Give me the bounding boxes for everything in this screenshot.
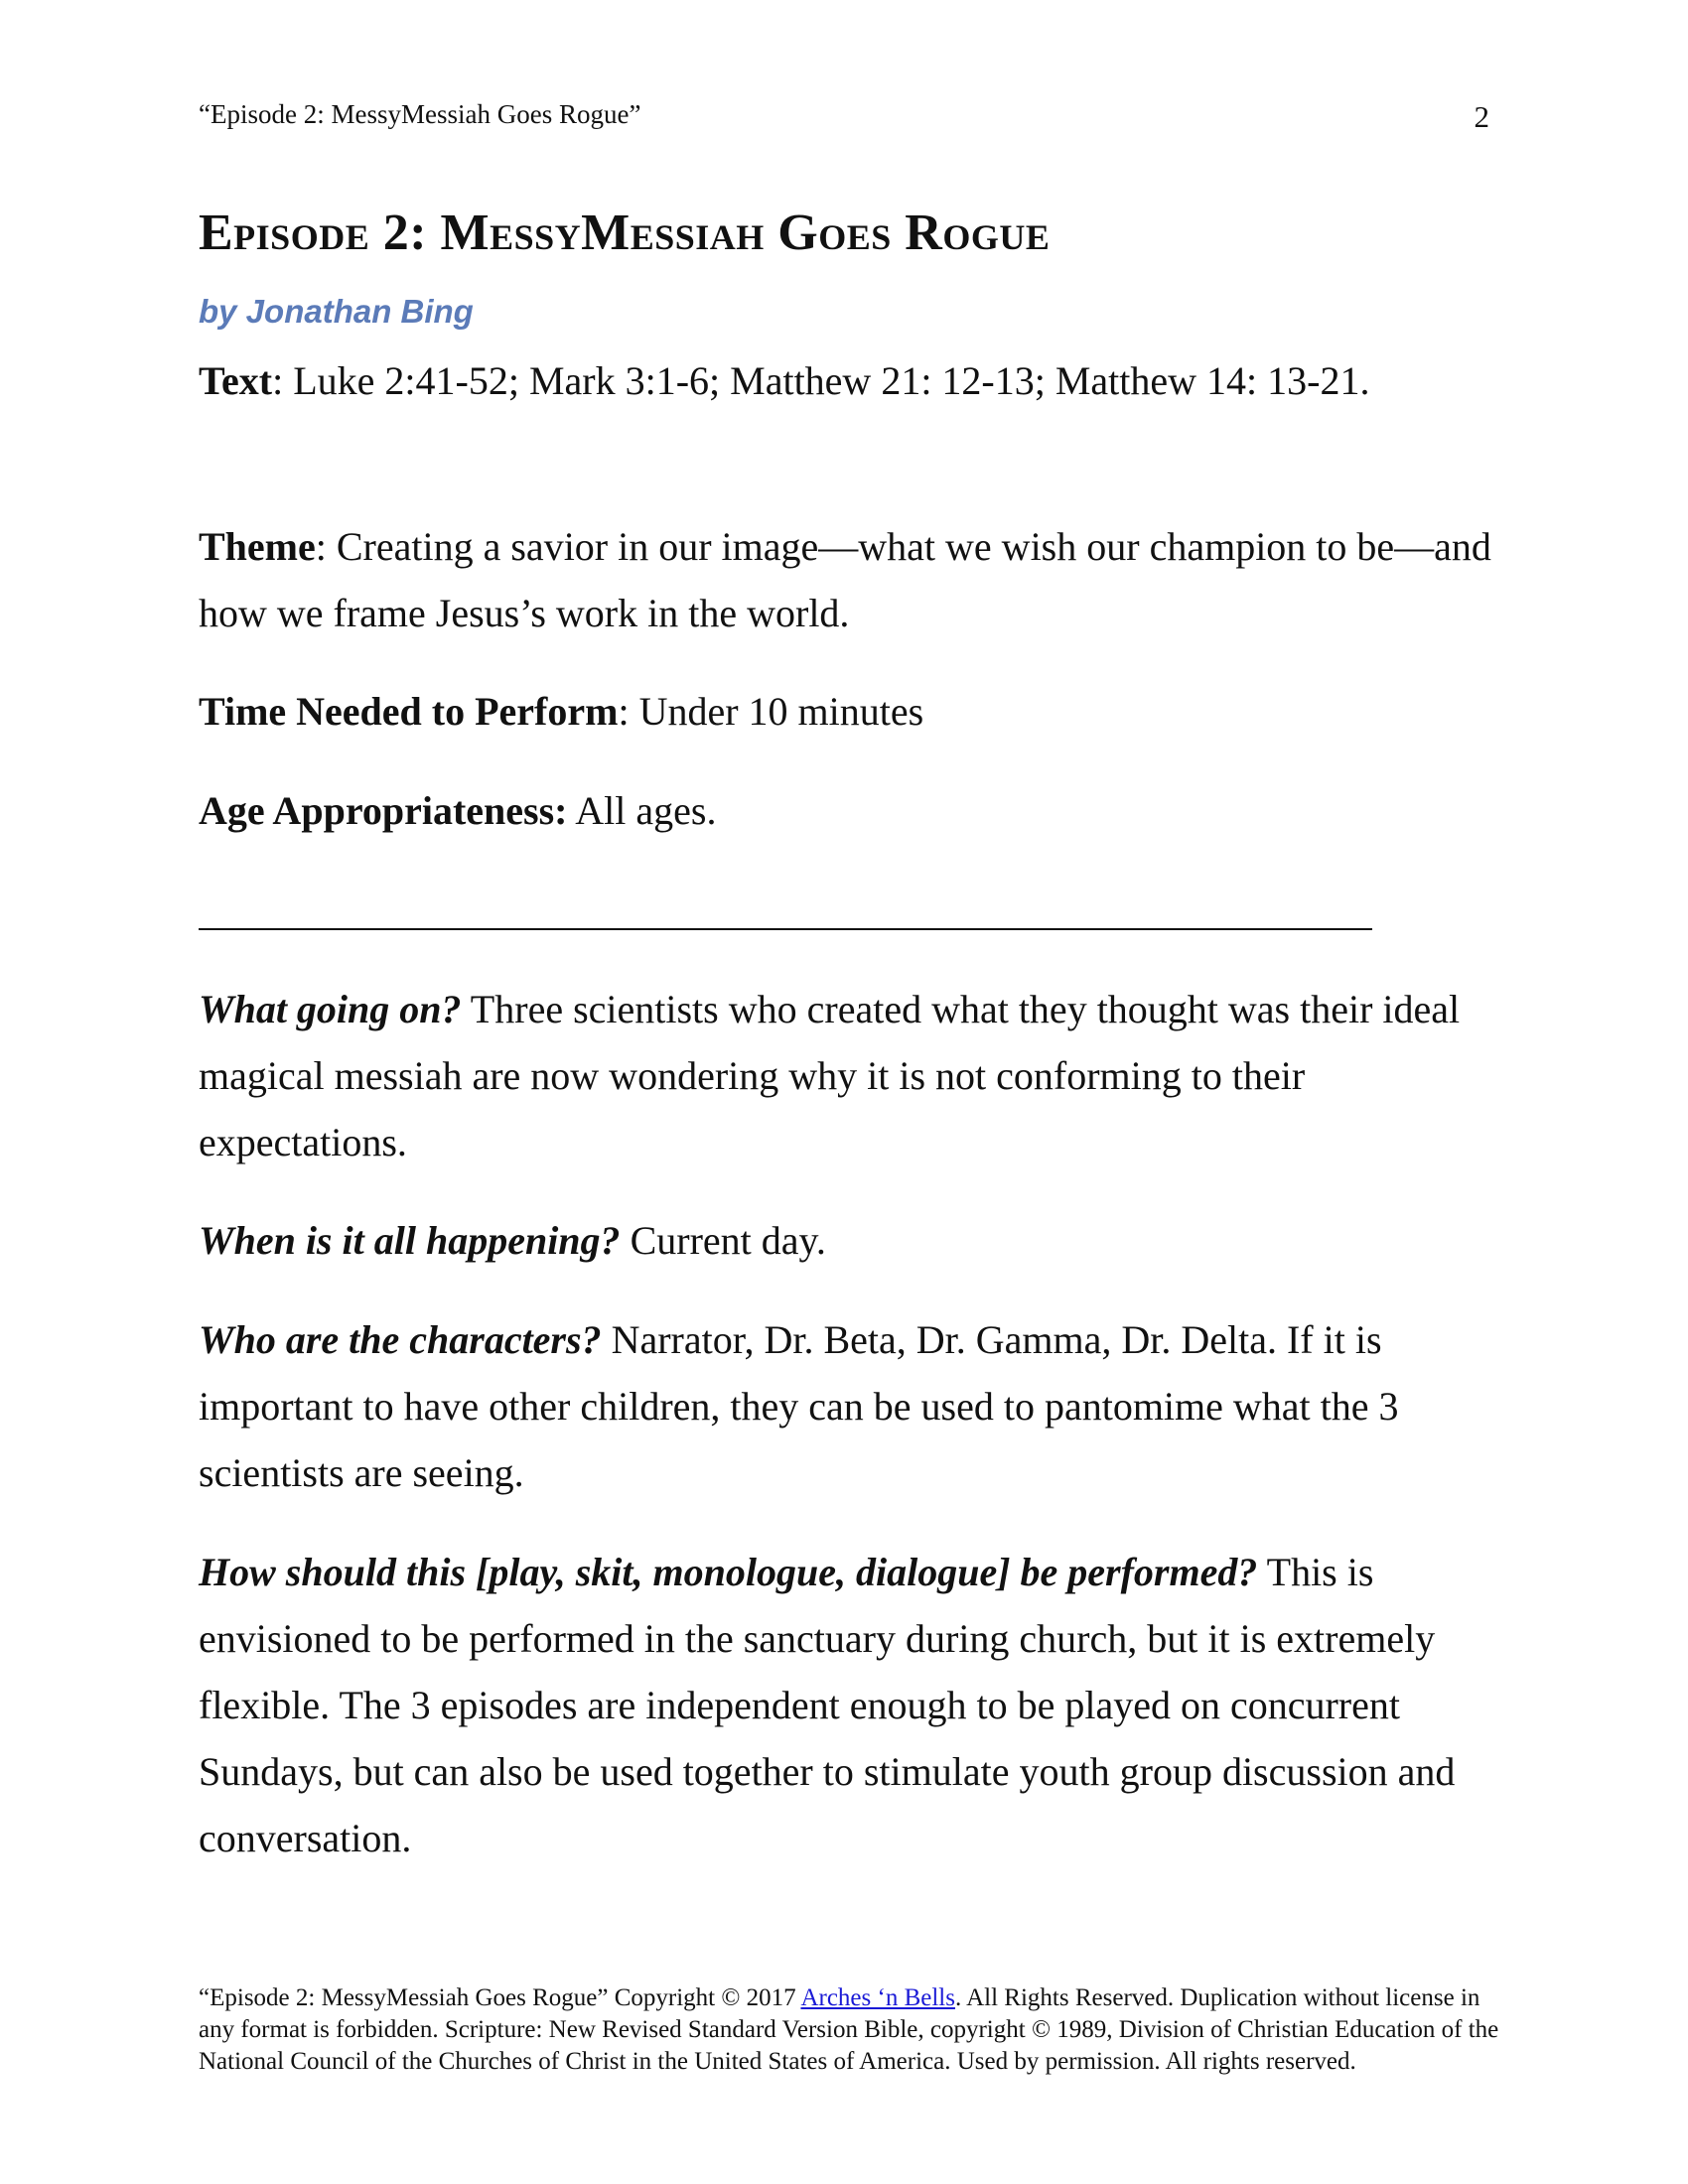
age-label: Age Appropriateness:: [199, 788, 568, 833]
footer-copyright-text: “Episode 2: MessyMessiah Goes Rogue” Copyright © 2017: [199, 1984, 801, 2011]
performance-question: How should this [play, skit, monologue, dialogue] be performed?: [199, 1550, 1258, 1594]
running-header-title: “Episode 2: MessyMessiah Goes Rogue”: [199, 99, 641, 129]
time-needed-value: : Under 10 minutes: [618, 689, 924, 734]
text-references-paragraph: [199, 347, 1509, 414]
what-going-on-answer: Three scientists who created what they thought was their ideal magical messiah are now wondering why it is not conforming to their expectations.: [199, 987, 1461, 1164]
theme-paragraph: [199, 513, 1509, 646]
when-question: When is it all happening?: [199, 1218, 621, 1263]
page-number: 2: [1474, 99, 1489, 134]
characters-question: Who are the characters?: [199, 1317, 602, 1362]
author-byline: by Jonathan Bing: [199, 293, 474, 330]
what-going-on-paragraph: [199, 976, 1509, 1175]
what-going-on-question: What going on?: [199, 987, 462, 1031]
when-paragraph: [199, 1207, 1509, 1274]
age-paragraph: [199, 777, 1509, 844]
performance-paragraph: [199, 1539, 1529, 1871]
performance-answer: This is envisioned to be performed in the sanctuary during church, but it is extremely flexible. The 3 episodes are independent enough to be played on concurrent Sundays, but can also be used together to stimulate youth group discussion and conversation.: [199, 1550, 1456, 1860]
copyright-footer: [199, 1982, 1509, 2078]
text-label: Text: [199, 358, 273, 403]
text-references: : Luke 2:41-52; Mark 3:1-6; Matthew 21: 12-13; Matthew 14: 13-21.: [272, 358, 1370, 403]
time-needed-label: Time Needed to Perform: [199, 689, 619, 734]
arches-n-bells-link[interactable]: Arches ‘n Bells: [800, 1984, 955, 2011]
characters-paragraph: [199, 1306, 1509, 1506]
horizontal-divider: [199, 928, 1372, 930]
when-answer: Current day.: [620, 1218, 826, 1263]
time-needed-paragraph: [199, 678, 1509, 745]
theme-label: Theme: [199, 524, 316, 569]
document-title: Episode 2: MessyMessiah Goes Rogue: [199, 205, 1051, 261]
theme-value: : Creating a savior in our image—what we wish our champion to be—and how we frame Jesus’s work in the world.: [199, 524, 1491, 635]
footer-rights-text: . All Rights Reserved. Duplication without license in any format is forbidden. Scripture: New Revised Standard Version Bible, copyright © 1989, Division of Christian Education of the National Council of the Churches of Christ in the United States of America. Used by permission. All rights reserved.: [199, 1984, 1499, 2075]
characters-answer: Narrator, Dr. Beta, Dr. Gamma, Dr. Delta. If it is important to have other children, they can be used to pantomime what the 3 scientists are seeing.: [199, 1317, 1399, 1495]
age-value: All ages.: [567, 788, 717, 833]
